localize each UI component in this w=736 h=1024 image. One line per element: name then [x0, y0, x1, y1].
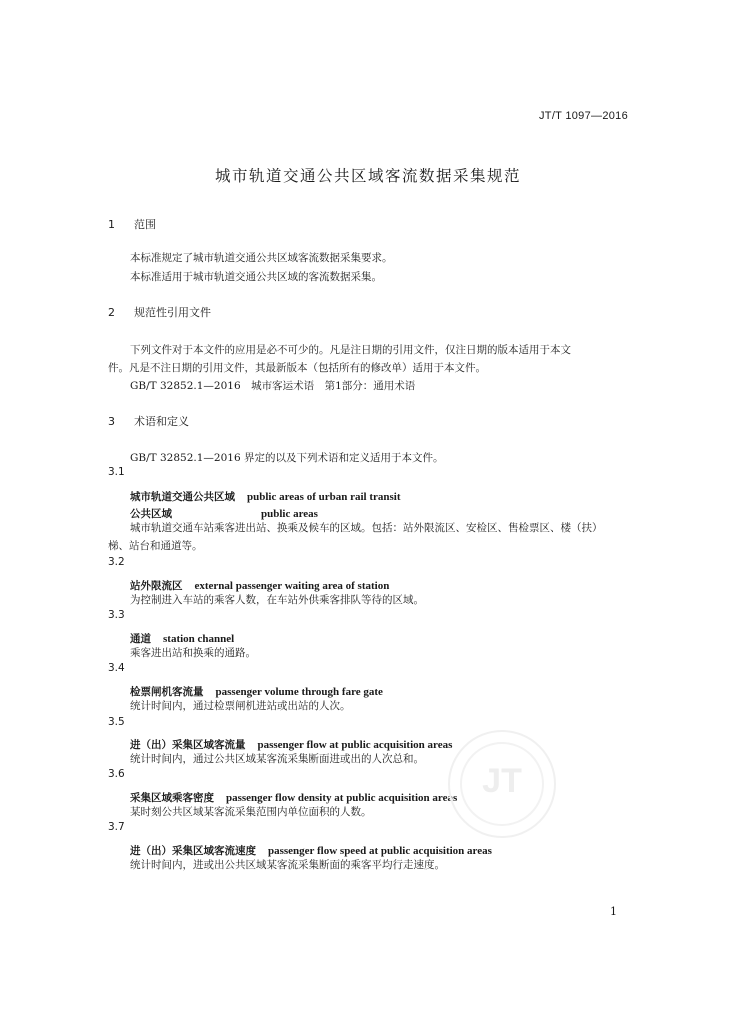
term-cn: 检票闸机客流量 [130, 686, 204, 698]
paragraph: 本标准适用于城市轨道交通公共区域的客流数据采集。 [130, 271, 382, 283]
term-cn: 进（出）采集区域客流量 [130, 739, 246, 751]
normative-reference: GB/T 32852.1—2016 城市客运术语 第1部分：通用术语 [130, 380, 416, 392]
term-definition: 统计时间内，通过检票闸机进站或出站的人次。 [130, 700, 351, 712]
term-number: 3.4 [108, 662, 125, 674]
paragraph: 件。凡是不注日期的引用文件，其最新版本（包括所有的修改单）适用于本文件。 [108, 362, 486, 374]
term-cn: 进（出）采集区域客流速度 [130, 845, 256, 857]
term-entry [130, 839, 492, 858]
watermark-text: JT [482, 762, 522, 800]
section-heading-2 [108, 304, 211, 320]
standard-code: JT/T 1097—2016 [539, 110, 628, 122]
term-en: public areas of urban rail transit [247, 491, 401, 503]
page-number: 1 [610, 905, 617, 918]
section-title: 规范性引用文件 [134, 306, 211, 319]
term-definition: 某时刻公共区域某客流采集范围内单位面积的人数。 [130, 806, 372, 818]
term-en: passenger flow density at public acquisition areas [226, 792, 458, 804]
term-definition: 乘客进出站和换乘的通路。 [130, 647, 256, 659]
term-number: 3.6 [108, 768, 125, 780]
section-heading-1 [108, 216, 156, 232]
term-entry [130, 627, 234, 646]
term-cn: 城市轨道交通公共区域 [130, 491, 235, 503]
paragraph: 本标准规定了城市轨道交通公共区域客流数据采集要求。 [130, 252, 393, 264]
term-en: passenger volume through fare gate [215, 686, 383, 698]
paragraph: 下列文件对于本文件的应用是必不可少的。凡是注日期的引用文件，仅注日期的版本适用于本文 [130, 344, 571, 356]
term-cn: 站外限流区 [130, 580, 183, 592]
term-number: 3.5 [108, 716, 125, 728]
document-title: 城市轨道交通公共区域客流数据采集规范 [214, 167, 521, 185]
term-en: passenger flow at public acquisition areas [257, 739, 453, 751]
term-en: station channel [163, 633, 235, 645]
section-number: 2 [108, 306, 115, 319]
term-definition: 统计时间内，进或出公共区域某客流采集断面的乘客平均行走速度。 [130, 859, 445, 871]
term-definition: 城市轨道交通车站乘客进出站、换乘及候车的区域。包括：站外限流区、安检区、售检票区、楼（扶） [130, 522, 603, 534]
term-alt-en: public areas [261, 508, 318, 520]
jt-watermark-seal [448, 730, 556, 838]
term-number: 3.2 [108, 556, 125, 568]
term-definition: 为控制进入车站的乘客人数，在车站外供乘客排队等待的区域。 [130, 594, 424, 606]
term-en: passenger flow speed at public acquisition areas [268, 845, 492, 857]
section-heading-3 [108, 413, 189, 429]
term-entry [130, 733, 452, 752]
term-en: external passenger waiting area of station [194, 580, 390, 592]
section-title: 术语和定义 [134, 415, 189, 428]
section-title: 范围 [134, 218, 156, 231]
term-alternate [130, 502, 318, 521]
section-number: 3 [108, 415, 115, 428]
term-entry [130, 574, 389, 593]
term-alt-cn: 公共区域 [130, 508, 172, 520]
term-entry [130, 680, 383, 699]
section-number: 1 [108, 218, 115, 231]
term-cn: 采集区域乘客密度 [130, 792, 214, 804]
term-number: 3.7 [108, 821, 125, 833]
term-number: 3.1 [108, 466, 125, 478]
term-entry [130, 786, 457, 805]
term-number: 3.3 [108, 609, 125, 621]
term-cn: 通道 [130, 633, 151, 645]
paragraph: GB/T 32852.1—2016 界定的以及下列术语和定义适用于本文件。 [130, 452, 444, 464]
term-definition: 统计时间内，通过公共区域某客流采集断面进或出的人次总和。 [130, 753, 424, 765]
term-definition: 梯、站台和通道等。 [108, 540, 203, 552]
